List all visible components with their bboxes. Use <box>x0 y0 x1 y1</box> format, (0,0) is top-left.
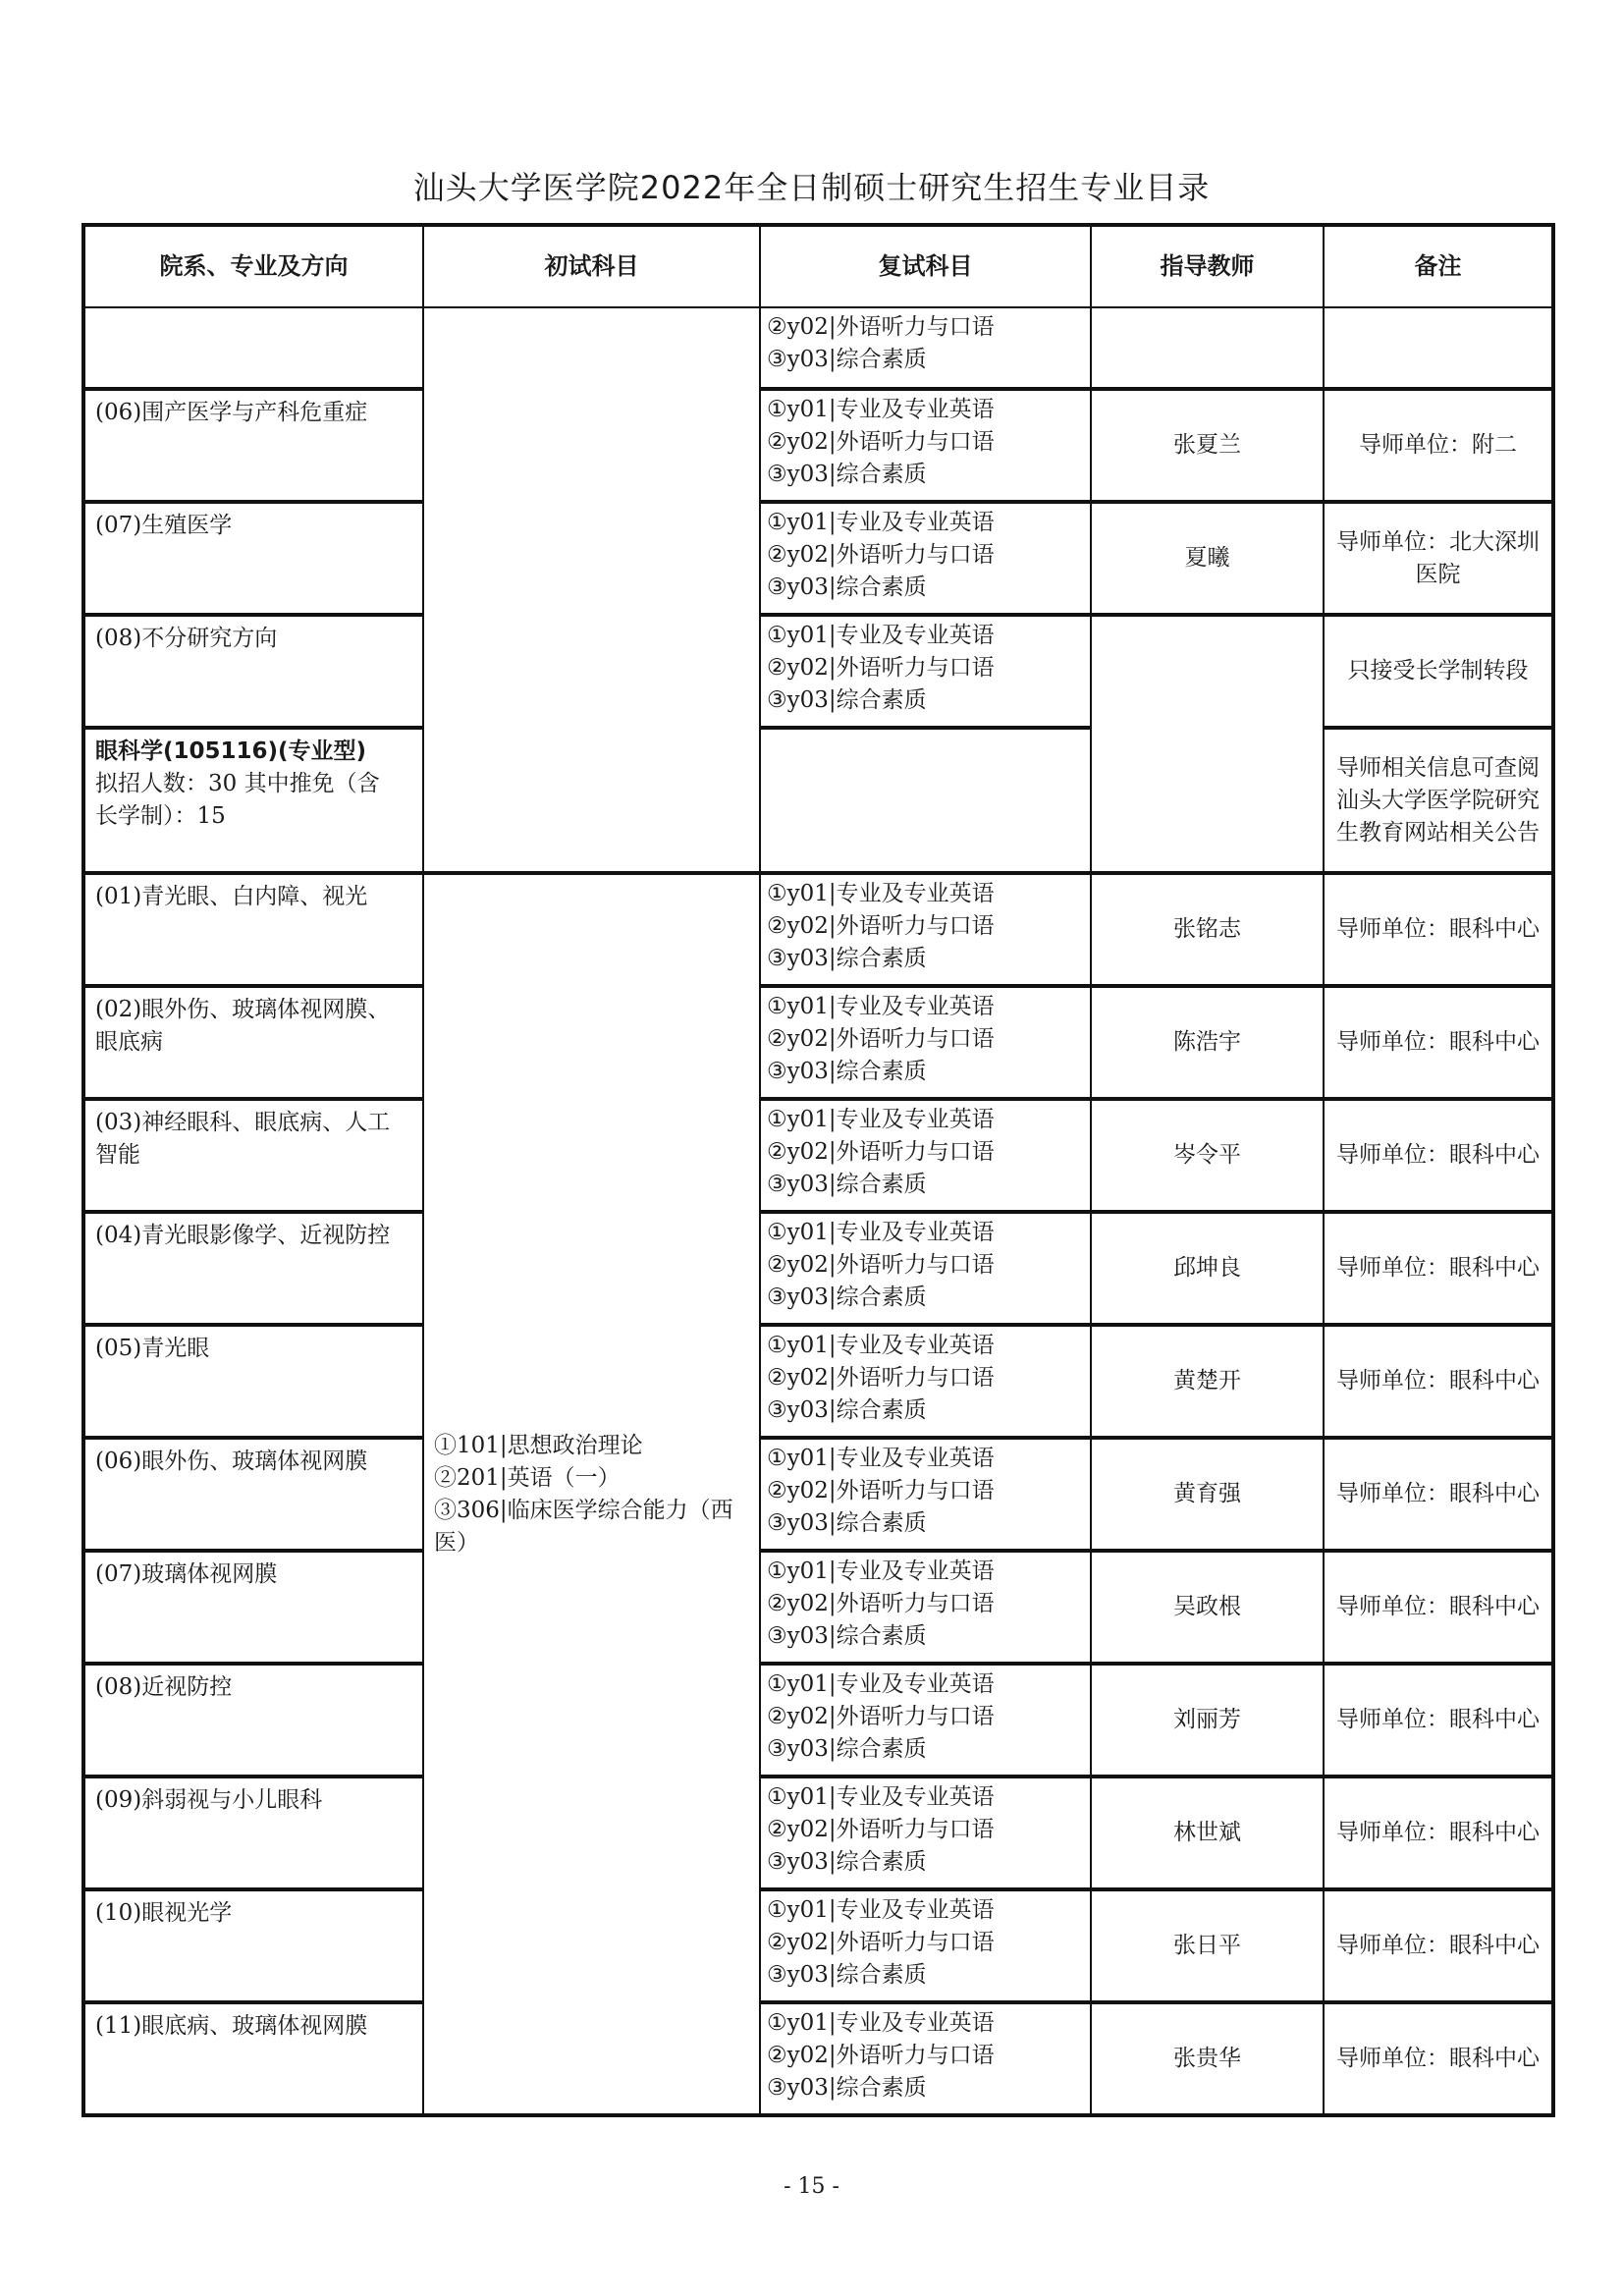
retest-line: ②y02|外语听力与口语 <box>767 913 995 939</box>
direction-cell: (07)生殖医学 <box>83 502 423 615</box>
direction-cell: (04)青光眼影像学、近视防控 <box>83 1212 423 1325</box>
retest-cell <box>760 1551 1091 1664</box>
retest-line: ①y01|专业及专业英语 <box>767 397 995 422</box>
retest-line: ②y02|外语听力与口语 <box>767 1026 995 1052</box>
retest-line: ②y02|外语听力与口语 <box>767 542 995 568</box>
note-cell <box>1324 307 1553 389</box>
teacher-cell: 夏曦 <box>1091 502 1324 615</box>
direction-cell: (05)青光眼 <box>83 1325 423 1438</box>
teacher-cell: 张日平 <box>1091 1889 1324 2002</box>
retest-line: ②y02|外语听力与口语 <box>767 314 995 340</box>
teacher-cell: 刘丽芳 <box>1091 1664 1324 1777</box>
note-cell: 导师单位：眼科中心 <box>1324 1438 1553 1551</box>
retest-line: ②y02|外语听力与口语 <box>767 1478 995 1503</box>
note-cell: 导师单位：眼科中心 <box>1324 1777 1553 1889</box>
note-cell: 导师单位：眼科中心 <box>1324 2002 1553 2115</box>
first-exam-line: ①101|思想政治理论 <box>434 1432 643 1458</box>
direction-cell: (08)不分研究方向 <box>83 615 423 728</box>
note-cell: 导师单位：眼科中心 <box>1324 873 1553 986</box>
first-exam-line: ③306|临床医学综合能力（西医） <box>434 1497 733 1556</box>
retest-line: ①y01|专业及专业英语 <box>767 881 995 906</box>
teacher-cell: 黄育强 <box>1091 1438 1324 1551</box>
direction-cell <box>83 307 423 389</box>
note-cell: 导师单位：附二 <box>1324 389 1553 502</box>
retest-line: ③y03|综合素质 <box>767 1397 927 1423</box>
retest-line: ①y01|专业及专业英语 <box>767 994 995 1019</box>
header-retest: 复试科目 <box>760 225 1091 307</box>
retest-line: ③y03|综合素质 <box>767 1172 927 1197</box>
retest-cell <box>760 502 1091 615</box>
retest-line: ③y03|综合素质 <box>767 687 927 713</box>
teacher-cell: 张铭志 <box>1091 873 1324 986</box>
retest-line: ②y02|外语听力与口语 <box>767 1252 995 1278</box>
retest-cell <box>760 1777 1091 1889</box>
retest-cell <box>760 1099 1091 1212</box>
retest-line: ③y03|综合素质 <box>767 574 927 600</box>
retest-line: ③y03|综合素质 <box>767 1962 927 1988</box>
note-cell: 导师单位：眼科中心 <box>1324 1212 1553 1325</box>
note-cell: 导师单位：眼科中心 <box>1324 1099 1553 1212</box>
major-plan: 长学制）：15 <box>95 803 226 829</box>
retest-line: ①y01|专业及专业英语 <box>767 623 995 648</box>
major-cell <box>83 728 423 873</box>
teacher-cell: 吴政根 <box>1091 1551 1324 1664</box>
note-cell: 导师单位：眼科中心 <box>1324 1325 1553 1438</box>
header-first-exam: 初试科目 <box>423 225 760 307</box>
retest-line: ①y01|专业及专业英语 <box>767 1558 995 1584</box>
page-number: - 15 - <box>784 2174 839 2199</box>
retest-cell <box>760 1438 1091 1551</box>
retest-line: ②y02|外语听力与口语 <box>767 429 995 455</box>
retest-cell <box>760 1212 1091 1325</box>
note-cell: 导师单位：北大深圳医院 <box>1324 502 1553 615</box>
retest-line: ①y01|专业及专业英语 <box>767 510 995 535</box>
retest-line: ①y01|专业及专业英语 <box>767 2010 995 2036</box>
teacher-cell <box>1091 307 1324 389</box>
retest-line: ③y03|综合素质 <box>767 462 927 487</box>
direction-cell: (01)青光眼、白内障、视光 <box>83 873 423 986</box>
retest-line: ③y03|综合素质 <box>767 1285 927 1310</box>
teacher-cell: 陈浩宇 <box>1091 986 1324 1099</box>
retest-line: ①y01|专业及专业英语 <box>767 1107 995 1132</box>
first-exam-line: ②201|英语（一） <box>434 1464 621 1491</box>
teacher-cell: 林世斌 <box>1091 1777 1324 1889</box>
retest-line: ①y01|专业及专业英语 <box>767 1220 995 1245</box>
retest-cell <box>760 1325 1091 1438</box>
retest-line: ③y03|综合素质 <box>767 946 927 971</box>
teacher-cell: 邱坤良 <box>1091 1212 1324 1325</box>
retest-line: ②y02|外语听力与口语 <box>767 655 995 681</box>
retest-cell-empty <box>760 728 1091 873</box>
note-cell: 导师单位：眼科中心 <box>1324 1664 1553 1777</box>
retest-cell <box>760 1664 1091 1777</box>
retest-line: ②y02|外语听力与口语 <box>767 2043 995 2068</box>
note-cell: 只接受长学制转段 <box>1324 615 1553 728</box>
direction-cell: (02)眼外伤、玻璃体视网膜、眼底病 <box>83 986 423 1099</box>
note-cell: 导师单位：眼科中心 <box>1324 986 1553 1099</box>
retest-cell <box>760 2002 1091 2115</box>
retest-cell <box>760 307 1091 389</box>
first-exam-cell <box>423 873 760 2115</box>
note-cell: 导师单位：眼科中心 <box>1324 1551 1553 1664</box>
retest-line: ③y03|综合素质 <box>767 2075 927 2101</box>
retest-line: ②y02|外语听力与口语 <box>767 1591 995 1616</box>
retest-line: ①y01|专业及专业英语 <box>767 1671 995 1697</box>
teacher-cell: 张贵华 <box>1091 2002 1324 2115</box>
retest-line: ②y02|外语听力与口语 <box>767 1139 995 1165</box>
retest-line: ③y03|综合素质 <box>767 1736 927 1762</box>
retest-line: ①y01|专业及专业英语 <box>767 1333 995 1358</box>
retest-line: ②y02|外语听力与口语 <box>767 1817 995 1842</box>
catalog-table <box>81 223 1555 2117</box>
retest-cell <box>760 873 1091 986</box>
header-note: 备注 <box>1324 225 1553 307</box>
retest-line: ①y01|专业及专业英语 <box>767 1784 995 1810</box>
retest-line: ③y03|综合素质 <box>767 1059 927 1084</box>
note-cell: 导师单位：眼科中心 <box>1324 1889 1553 2002</box>
retest-line: ②y02|外语听力与口语 <box>767 1365 995 1391</box>
direction-cell: (06)眼外伤、玻璃体视网膜 <box>83 1438 423 1551</box>
retest-line: ③y03|综合素质 <box>767 347 927 372</box>
teacher-cell: 岑令平 <box>1091 1099 1324 1212</box>
first-exam-cell-empty <box>423 307 760 873</box>
teacher-cell: 张夏兰 <box>1091 389 1324 502</box>
header-teacher: 指导教师 <box>1091 225 1324 307</box>
direction-cell: (06)围产医学与产科危重症 <box>83 389 423 502</box>
major-name: 眼科学(105116)(专业型) <box>95 738 367 764</box>
retest-line: ③y03|综合素质 <box>767 1623 927 1649</box>
retest-line: ①y01|专业及专业英语 <box>767 1897 995 1923</box>
teacher-cell <box>1091 615 1324 873</box>
retest-cell <box>760 615 1091 728</box>
retest-line: ③y03|综合素质 <box>767 1510 927 1536</box>
note-cell: 导师相关信息可查阅汕头大学医学院研究生教育网站相关公告 <box>1324 728 1553 873</box>
direction-cell: (07)玻璃体视网膜 <box>83 1551 423 1664</box>
major-plan: 拟招人数：30 其中推免（含 <box>95 771 380 796</box>
teacher-cell: 黄楚开 <box>1091 1325 1324 1438</box>
header-direction: 院系、专业及方向 <box>83 225 423 307</box>
retest-cell <box>760 389 1091 502</box>
retest-line: ②y02|外语听力与口语 <box>767 1930 995 1955</box>
direction-cell: (08)近视防控 <box>83 1664 423 1777</box>
direction-cell: (10)眼视光学 <box>83 1889 423 2002</box>
direction-cell: (03)神经眼科、眼底病、人工智能 <box>83 1099 423 1212</box>
direction-cell: (09)斜弱视与小儿眼科 <box>83 1777 423 1889</box>
retest-cell <box>760 986 1091 1099</box>
direction-cell: (11)眼底病、玻璃体视网膜 <box>83 2002 423 2115</box>
retest-cell <box>760 1889 1091 2002</box>
page-title: 汕头大学医学院2022年全日制硕士研究生招生专业目录 <box>412 169 1211 206</box>
retest-line: ②y02|外语听力与口语 <box>767 1704 995 1729</box>
retest-line: ③y03|综合素质 <box>767 1849 927 1875</box>
retest-line: ①y01|专业及专业英语 <box>767 1446 995 1471</box>
